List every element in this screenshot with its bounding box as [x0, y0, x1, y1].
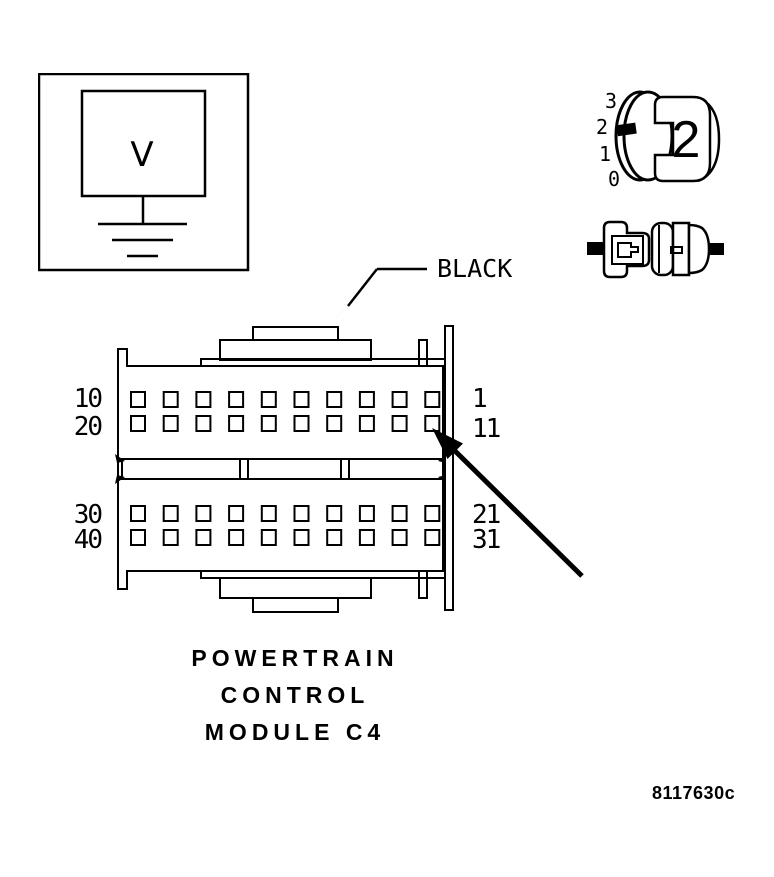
pin-cavity: [295, 530, 309, 545]
caption-line-1: POWERTRAIN: [191, 645, 399, 671]
pcm-connector-drawing: [110, 320, 460, 620]
pin-cavity: [229, 392, 243, 407]
pin-cavity: [229, 530, 243, 545]
pin-cavity: [360, 416, 374, 431]
dial-scale-1: 1: [598, 142, 612, 166]
dial-scale-2: 2: [595, 115, 609, 139]
pin-cavity: [327, 392, 341, 407]
bottom-cap-tier1: [253, 598, 338, 612]
pin-cavity: [196, 416, 210, 431]
pin-grid: [131, 392, 439, 545]
pin-cavity: [164, 416, 178, 431]
pin-cavity: [164, 392, 178, 407]
voltmeter-symbol-letter: V: [130, 135, 154, 175]
left-wire-stub: [587, 242, 604, 255]
pin-cavity: [196, 506, 210, 521]
pin-cavity: [425, 392, 439, 407]
ground-icon: [98, 224, 187, 256]
pin-cavity: [295, 392, 309, 407]
connector-caption: [155, 640, 435, 751]
bottom-cap-tier2: [220, 578, 371, 598]
pin-cavity: [262, 392, 276, 407]
row-label-1: 1: [472, 384, 486, 414]
dial-value: 2: [671, 111, 701, 169]
pin-cavity: [393, 392, 407, 407]
pin-cavity: [360, 506, 374, 521]
row-label-30: 30: [73, 500, 101, 530]
pin-cavity: [164, 506, 178, 521]
pin-cavity: [131, 506, 145, 521]
pin-pointer-arrow: [420, 415, 595, 585]
row-label-10: 10: [73, 384, 101, 414]
dial-scale-0: 0: [607, 167, 621, 191]
row-label-21: 21: [472, 500, 500, 530]
pin-cavity: [262, 530, 276, 545]
pin-cavity: [131, 416, 145, 431]
pin-cavity: [262, 416, 276, 431]
pin-cavity: [327, 506, 341, 521]
row-label-20: 20: [73, 412, 101, 442]
top-cap-tier2: [220, 340, 371, 360]
pin-cavity: [164, 530, 178, 545]
pin-cavity: [327, 416, 341, 431]
bottom-cap-strip: [201, 571, 445, 578]
caption-line-2: CONTROL: [220, 682, 370, 708]
pin-cavity: [229, 416, 243, 431]
top-cap-tier1: [253, 327, 338, 340]
middle-lock-band: [122, 459, 443, 479]
pin-cavity: [327, 530, 341, 545]
pin-cavity: [393, 416, 407, 431]
dial-scale-3: 3: [604, 89, 618, 113]
pin-cavity: [393, 530, 407, 545]
figure-id-code: 8117630c: [652, 783, 736, 803]
pin-cavity: [196, 530, 210, 545]
right-wire-stub: [709, 243, 724, 255]
pin-cavity: [131, 392, 145, 407]
connector-color-label: BLACK: [437, 254, 513, 283]
range-dial-icon: [590, 85, 735, 197]
top-right-tab: [419, 340, 427, 366]
pin-cavity: [360, 530, 374, 545]
inline-connector-pair-icon: [585, 218, 727, 283]
pin-cavity: [393, 506, 407, 521]
pin-cavity: [360, 392, 374, 407]
pin-cavity: [295, 416, 309, 431]
band-dividers: [240, 459, 349, 479]
caption-line-3: MODULE C4: [204, 719, 386, 745]
pin-cavity: [262, 506, 276, 521]
pin-cavity: [229, 506, 243, 521]
row-label-31: 31: [472, 525, 500, 555]
voltmeter-icon: [38, 73, 250, 273]
row-label-11: 11: [472, 414, 500, 444]
pin-cavity: [131, 530, 145, 545]
female-connector-flange: [689, 225, 709, 273]
pin-cavity: [196, 392, 210, 407]
female-connector-cap: [652, 223, 673, 275]
row-label-40: 40: [73, 525, 101, 555]
pin-cavity: [295, 506, 309, 521]
